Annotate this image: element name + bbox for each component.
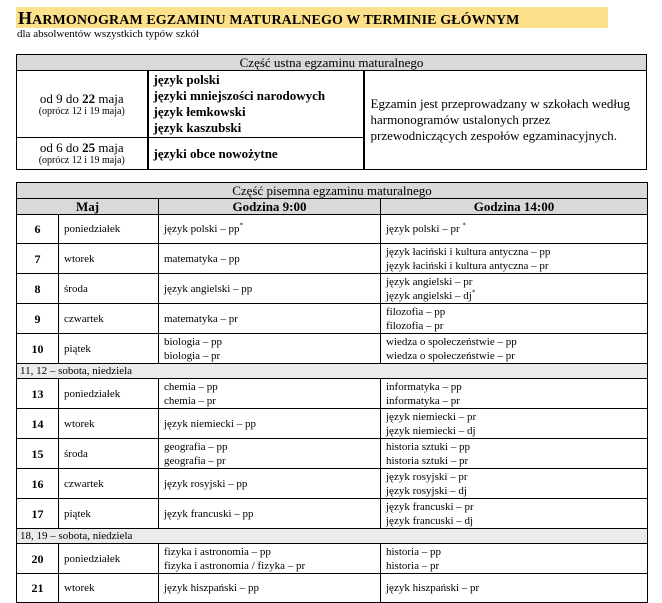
language-item: język łemkowski xyxy=(153,104,246,119)
afternoon-exams xyxy=(381,544,648,574)
exam-item: język rosyjski – dj xyxy=(386,484,467,497)
exam-item: język łaciński i kultura antyczna – pp xyxy=(386,245,551,258)
morning-exams xyxy=(159,499,381,529)
date-from: od 6 xyxy=(39,140,63,155)
exam-item: język polski – pr * xyxy=(386,221,466,235)
document-title xyxy=(16,7,608,28)
afternoon-exams xyxy=(381,304,648,334)
oral-dates-2 xyxy=(17,138,148,170)
table-row xyxy=(17,215,648,244)
exam-item: chemia – pp xyxy=(164,380,218,393)
weekday: poniedziałek xyxy=(59,544,159,574)
afternoon-exams xyxy=(381,274,648,304)
date-month: maja xyxy=(95,90,124,106)
exam-item: wiedza o społeczeństwie – pr xyxy=(386,349,515,362)
written-exam-table xyxy=(16,182,648,603)
morning-exams xyxy=(159,574,381,603)
afternoon-exams xyxy=(381,469,648,499)
exam-item: matematyka – pp xyxy=(164,252,240,265)
morning-exams xyxy=(159,544,381,574)
table-row xyxy=(17,409,648,439)
date-sep: do xyxy=(62,90,83,106)
exam-item: język hiszpański – pp xyxy=(164,582,260,594)
table-row xyxy=(17,334,648,364)
weekday: czwartek xyxy=(59,304,159,334)
day-number: 15 xyxy=(17,439,59,469)
day-number: 10 xyxy=(17,334,59,364)
table-row xyxy=(17,274,648,304)
weekday: piątek xyxy=(59,499,159,529)
exam-item: chemia – pr xyxy=(164,394,216,407)
weekday: wtorek xyxy=(59,574,159,603)
table-row xyxy=(17,499,648,529)
date-sep: do xyxy=(62,140,83,155)
exam-item: filozofia – pr xyxy=(386,319,444,332)
language-item: języki obce nowożytne xyxy=(153,145,278,161)
oral-dates-1 xyxy=(17,71,148,138)
day-number: 20 xyxy=(17,544,59,574)
table-row xyxy=(17,574,648,603)
table-row xyxy=(17,244,648,274)
afternoon-exams xyxy=(381,499,648,529)
exam-item: język angielski – dj* xyxy=(386,287,476,302)
oral-languages-1 xyxy=(148,71,364,138)
exam-item: język niemiecki – pr xyxy=(386,410,477,423)
language-item: język kaszubski xyxy=(153,120,242,135)
oral-heading: Część ustna egzaminu maturalnego xyxy=(17,55,647,71)
exam-item: język angielski – pr xyxy=(386,275,473,288)
date-to: 25 xyxy=(82,140,96,155)
weekday: wtorek xyxy=(59,409,159,439)
exam-item: filozofia – pp xyxy=(386,305,446,318)
date-note: (oprócz 12 i 19 maja) xyxy=(38,105,125,117)
exam-item: język niemiecki – dj xyxy=(386,424,476,437)
afternoon-exams xyxy=(381,379,648,409)
exam-item: język łaciński i kultura antyczna – pr xyxy=(386,259,549,272)
date-to: 22 xyxy=(82,90,96,106)
exam-item: język polski – pp* xyxy=(164,221,243,235)
date-month: maja xyxy=(95,140,124,155)
exam-item: geografia – pr xyxy=(164,454,226,467)
date-from: od 9 xyxy=(39,90,63,106)
morning-exams xyxy=(159,244,381,274)
day-number: 17 xyxy=(17,499,59,529)
table-row xyxy=(17,379,648,409)
table-row xyxy=(17,439,648,469)
exam-item: geografia – pp xyxy=(164,440,228,453)
day-number: 8 xyxy=(17,274,59,304)
weekday: wtorek xyxy=(59,244,159,274)
document-subtitle: dla absolwentów wszystkich typów szkół xyxy=(17,28,200,40)
language-item: języki mniejszości narodowych xyxy=(153,88,326,103)
exam-item: biologia – pr xyxy=(164,349,221,362)
day-number: 21 xyxy=(17,574,59,603)
written-heading: Część pisemna egzaminu maturalnego xyxy=(17,183,648,199)
morning-exams xyxy=(159,304,381,334)
oral-languages-2 xyxy=(148,138,364,170)
day-number: 16 xyxy=(17,469,59,499)
exam-item: fizyka i astronomia – pp xyxy=(164,545,271,558)
oral-info: Egzamin jest przeprowadzany w szkołach według harmonogramów ustalonych przez przewodniczących zespołów egzaminacyjnych. xyxy=(364,71,647,170)
col-morning-header: Godzina 9:00 xyxy=(159,199,381,215)
afternoon-exams xyxy=(381,215,648,244)
morning-exams xyxy=(159,334,381,364)
exam-item: historia – pr xyxy=(386,559,440,572)
weekend-row-container xyxy=(17,364,648,379)
exam-item: język angielski – pp xyxy=(164,282,253,295)
language-item: język polski xyxy=(153,72,220,87)
exam-item: język francuski – dj xyxy=(386,514,474,527)
morning-exams xyxy=(159,274,381,304)
afternoon-exams xyxy=(381,439,648,469)
exam-item: język rosyjski – pr xyxy=(386,470,468,483)
weekday: czwartek xyxy=(59,469,159,499)
col-month-header: Maj xyxy=(17,199,159,215)
title-rest: ARMONOGRAM EGZAMINU MATURALNEGO W TERMINIE GŁÓWNYM xyxy=(32,13,520,28)
table-row xyxy=(17,544,648,574)
morning-exams xyxy=(159,409,381,439)
table-row xyxy=(17,469,648,499)
oral-exam-table xyxy=(16,54,647,170)
exam-item: historia sztuki – pp xyxy=(386,440,471,453)
exam-item: język hiszpański – pr xyxy=(386,582,480,594)
date-note: (oprócz 12 i 19 maja) xyxy=(38,155,125,166)
table-row xyxy=(17,304,648,334)
exam-item: historia sztuki – pr xyxy=(386,454,469,467)
weekend-row-container xyxy=(17,529,648,544)
weekend-row: 18, 19 – sobota, niedziela xyxy=(17,529,648,544)
morning-exams xyxy=(159,439,381,469)
weekday: środa xyxy=(59,439,159,469)
exam-item: język francuski – pr xyxy=(386,500,474,513)
day-number: 6 xyxy=(17,215,59,244)
weekday: piątek xyxy=(59,334,159,364)
day-number: 7 xyxy=(17,244,59,274)
exam-item: język niemiecki – pp xyxy=(164,417,256,430)
weekend-row: 11, 12 – sobota, niedziela xyxy=(17,364,648,379)
afternoon-exams xyxy=(381,574,648,603)
exam-item: wiedza o społeczeństwie – pp xyxy=(386,335,517,348)
weekday: poniedziałek xyxy=(59,379,159,409)
exam-item: matematyka – pr xyxy=(164,312,238,325)
exam-item: biologia – pp xyxy=(164,335,223,348)
afternoon-exams xyxy=(381,244,648,274)
day-number: 14 xyxy=(17,409,59,439)
morning-exams xyxy=(159,469,381,499)
written-schedule-body xyxy=(17,215,648,603)
morning-exams xyxy=(159,215,381,244)
day-number: 13 xyxy=(17,379,59,409)
afternoon-exams xyxy=(381,334,648,364)
title-first-letter: H xyxy=(18,8,33,28)
exam-item: język rosyjski – pp xyxy=(164,477,248,490)
exam-item: historia – pp xyxy=(386,545,441,558)
weekday: poniedziałek xyxy=(59,215,159,244)
weekday: środa xyxy=(59,274,159,304)
exam-item: język francuski – pp xyxy=(164,507,254,520)
morning-exams xyxy=(159,379,381,409)
exam-item: informatyka – pr xyxy=(386,394,460,407)
col-afternoon-header: Godzina 14:00 xyxy=(381,199,648,215)
exam-item: informatyka – pp xyxy=(386,380,462,393)
afternoon-exams xyxy=(381,409,648,439)
day-number: 9 xyxy=(17,304,59,334)
exam-item: fizyka i astronomia / fizyka – pr xyxy=(164,559,306,572)
